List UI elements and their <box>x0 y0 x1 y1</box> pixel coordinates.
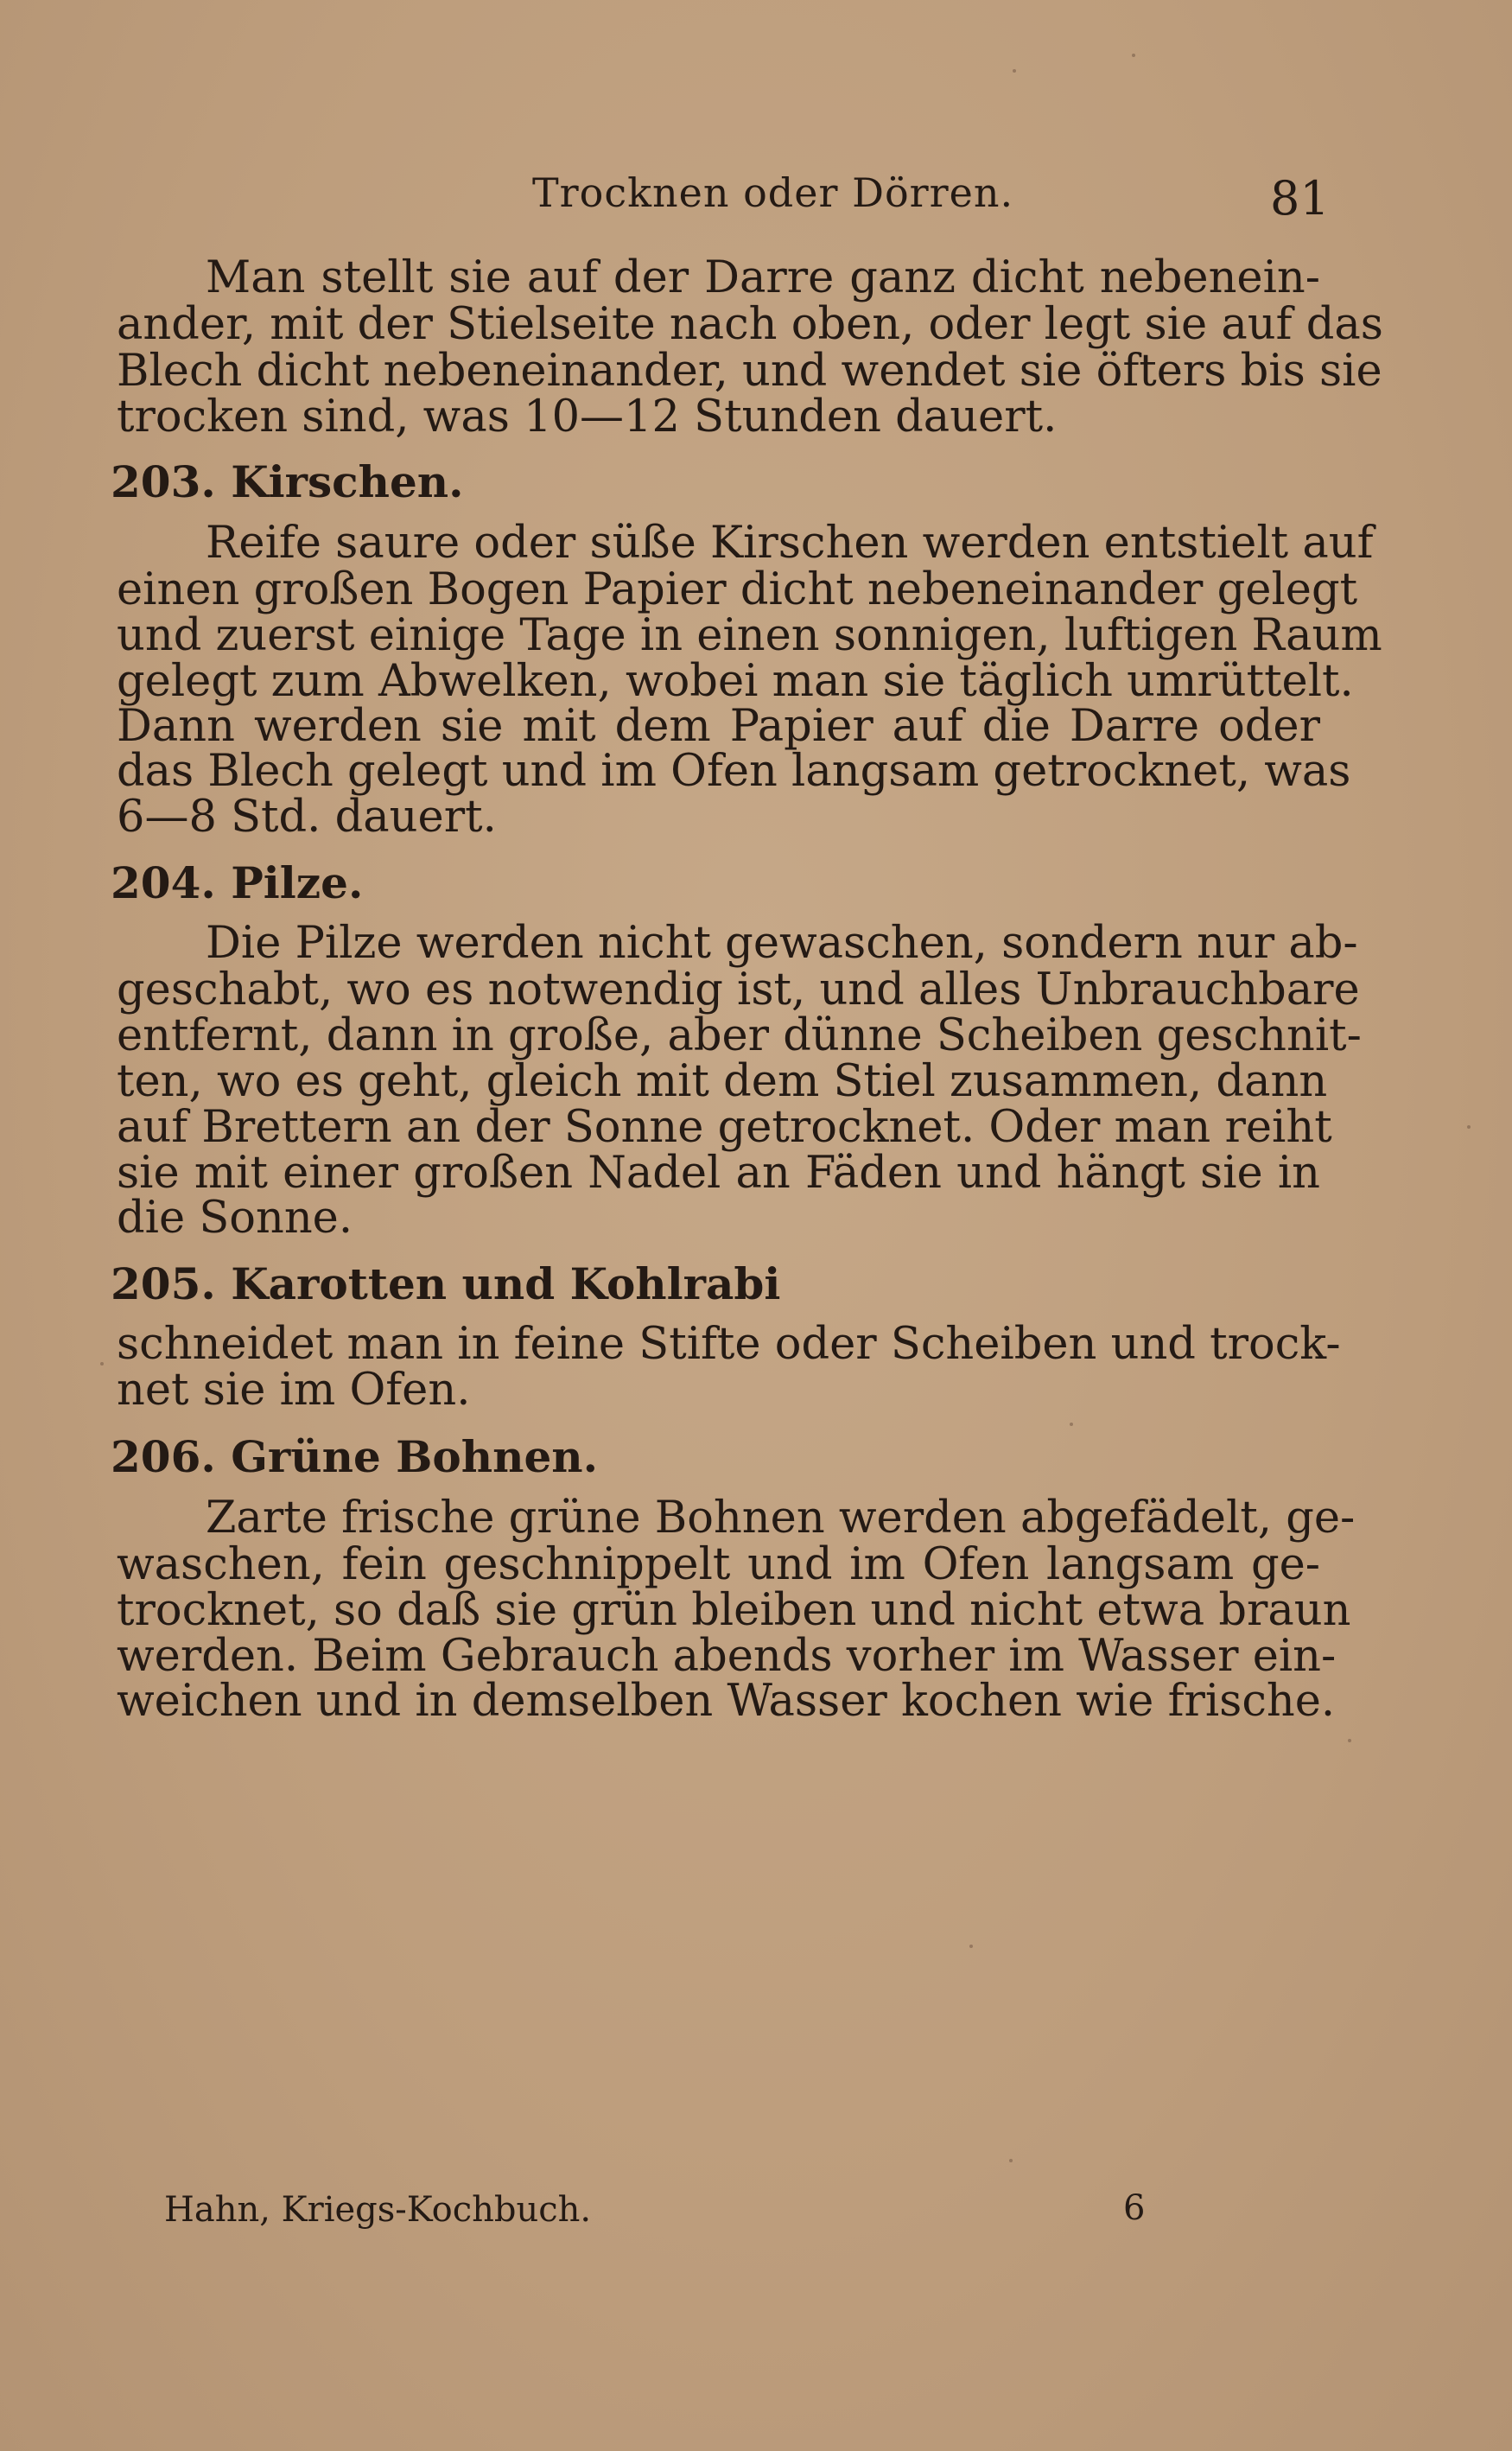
bohnen-line-2: waschen, fein geschnippelt und im Ofen langsam ge- <box>117 1539 1320 1590</box>
kirschen-line-2: einen großen Bogen Papier dicht nebeneinander gelegt <box>117 564 1358 615</box>
intro-line-2: ander, mit der Stielseite nach oben, oder legt sie auf das <box>117 299 1383 350</box>
paper-speck <box>1132 54 1135 57</box>
bohnen-line-5: weichen und in demselben Wasser kochen wie frische. <box>117 1676 1336 1727</box>
pilze-line-1: Die Pilze werden nicht gewaschen, sondern nur ab- <box>206 918 1358 969</box>
book-signature: Hahn, Kriegs-Kochbuch. <box>164 2190 592 2230</box>
section-title: Pilze. <box>231 857 364 908</box>
karotten-line-2: net sie im Ofen. <box>117 1365 471 1416</box>
section-title: Grüne Bohnen. <box>231 1431 599 1482</box>
paper-speck <box>969 1945 973 1948</box>
section-title: Karotten und Kohlrabi <box>231 1258 781 1309</box>
section-number: 206. <box>111 1431 216 1482</box>
kirschen-line-1: Reife saure oder süße Kirschen werden entstielt auf <box>206 518 1374 569</box>
kirschen-line-4: gelegt zum Abwelken, wobei man sie täglich umrüttelt. <box>117 656 1354 707</box>
pilze-line-6: sie mit einer großen Nadel an Fäden und hängt sie in <box>117 1148 1320 1199</box>
pilze-line-7: die Sonne. <box>117 1193 353 1244</box>
section-number: 205. <box>111 1258 216 1309</box>
paper-speck <box>1348 1739 1351 1742</box>
pilze-line-2: geschabt, wo es notwendig ist, und alles Unbrauchbare <box>117 964 1360 1015</box>
sheet-number: 6 <box>1123 2188 1146 2228</box>
running-head: Trocknen oder Dörren. <box>532 169 1014 216</box>
kirschen-line-7: 6—8 Std. dauert. <box>117 792 497 843</box>
pilze-line-5: auf Brettern an der Sonne getrocknet. Oder man reiht <box>117 1102 1332 1153</box>
page-number: 81 <box>1270 171 1330 226</box>
kirschen-line-5: Dann werden sie mit dem Papier auf die Darre oder <box>117 701 1320 752</box>
bohnen-line-3: trocknet, so daß sie grün bleiben und nicht etwa braun <box>117 1585 1351 1636</box>
section-number: 204. <box>111 857 216 908</box>
paper-speck <box>100 1362 104 1366</box>
section-title: Kirschen. <box>231 456 464 507</box>
bohnen-line-4: werden. Beim Gebrauch abends vorher im Wasser ein- <box>117 1631 1337 1682</box>
paper-speck <box>1013 69 1016 73</box>
karotten-line-1: schneidet man in feine Stifte oder Scheiben und trock- <box>117 1319 1341 1370</box>
intro-line-4: trocken sind, was 10—12 Stunden dauert. <box>117 392 1058 442</box>
section-number: 203. <box>111 456 216 507</box>
section-heading-203 <box>111 456 464 507</box>
section-heading-206 <box>111 1431 598 1482</box>
intro-line-3: Blech dicht nebeneinander, und wendet sie öfters bis sie <box>117 346 1382 397</box>
pilze-line-3: entfernt, dann in große, aber dünne Scheiben geschnit- <box>117 1010 1362 1061</box>
kirschen-line-3: und zuerst einige Tage in einen sonnigen, luftigen Raum <box>117 610 1382 661</box>
paper-speck <box>1009 2159 1013 2162</box>
intro-line-1: Man stellt sie auf der Darre ganz dicht nebenein- <box>206 252 1320 303</box>
paper-speck <box>1467 1125 1471 1129</box>
kirschen-line-6: das Blech gelegt und im Ofen langsam getrocknet, was <box>117 746 1351 797</box>
section-heading-205 <box>111 1258 780 1309</box>
pilze-line-4: ten, wo es geht, gleich mit dem Stiel zusammen, dann <box>117 1056 1328 1107</box>
section-heading-204 <box>111 857 363 908</box>
bohnen-line-1: Zarte frische grüne Bohnen werden abgefädelt, ge- <box>206 1493 1356 1544</box>
paper-speck <box>1070 1423 1073 1426</box>
